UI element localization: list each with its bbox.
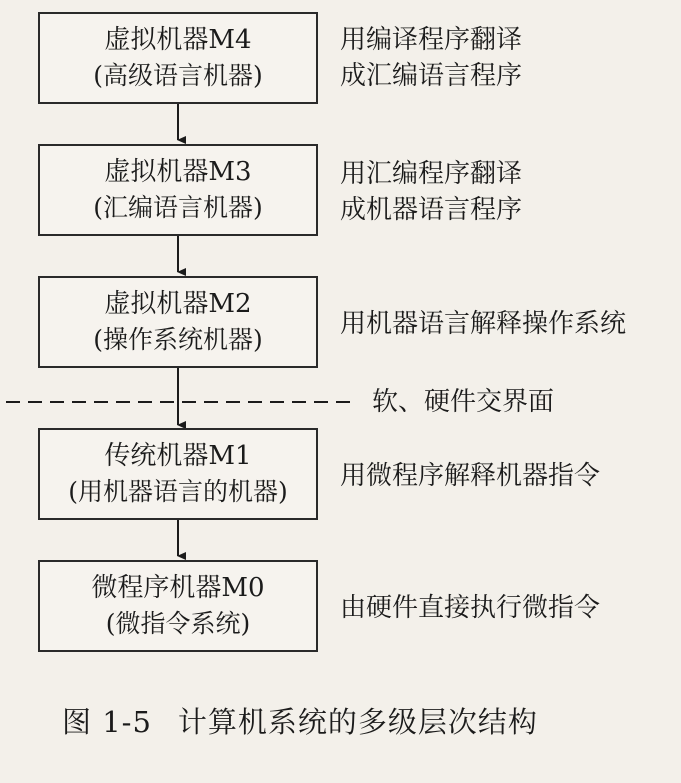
boundary-label: 软、硬件交界面 — [372, 387, 555, 417]
level-title: 虚拟机器M3 — [104, 157, 252, 187]
note-m2 — [340, 306, 626, 342]
level-subtitle: (汇编语言机器) — [93, 193, 263, 222]
caption-text: 计算机系统的多级层次结构 — [177, 705, 538, 739]
note-line: 用机器语言解释操作系统 — [340, 309, 627, 339]
note-line: 成机器语言程序 — [340, 195, 523, 225]
level-title: 虚拟机器M4 — [104, 25, 252, 55]
note-line: 用汇编程序翻译 — [340, 159, 523, 189]
level-title: 微程序机器M0 — [91, 573, 265, 603]
caption-number: 图 1-5 — [62, 705, 152, 739]
level-title: 传统机器M1 — [104, 441, 252, 471]
note-m3 — [340, 156, 522, 228]
note-m1 — [340, 458, 600, 494]
level-subtitle: (高级语言机器) — [93, 61, 263, 90]
level-subtitle: (微指令系统) — [105, 609, 251, 638]
level-box-m4 — [38, 12, 318, 104]
note-m4 — [340, 22, 522, 94]
level-title: 虚拟机器M2 — [104, 289, 252, 319]
note-line: 用编译程序翻译 — [340, 25, 523, 55]
note-m0 — [340, 590, 600, 626]
level-box-m1 — [38, 428, 318, 520]
note-line: 由硬件直接执行微指令 — [340, 593, 601, 623]
figure-caption — [62, 700, 538, 741]
note-line: 成汇编语言程序 — [340, 61, 523, 91]
level-subtitle: (操作系统机器) — [93, 325, 263, 354]
level-box-m3 — [38, 144, 318, 236]
level-box-m0 — [38, 560, 318, 652]
level-box-m2 — [38, 276, 318, 368]
level-subtitle: (用机器语言的机器) — [68, 477, 288, 506]
note-line: 用微程序解释机器指令 — [340, 461, 601, 491]
